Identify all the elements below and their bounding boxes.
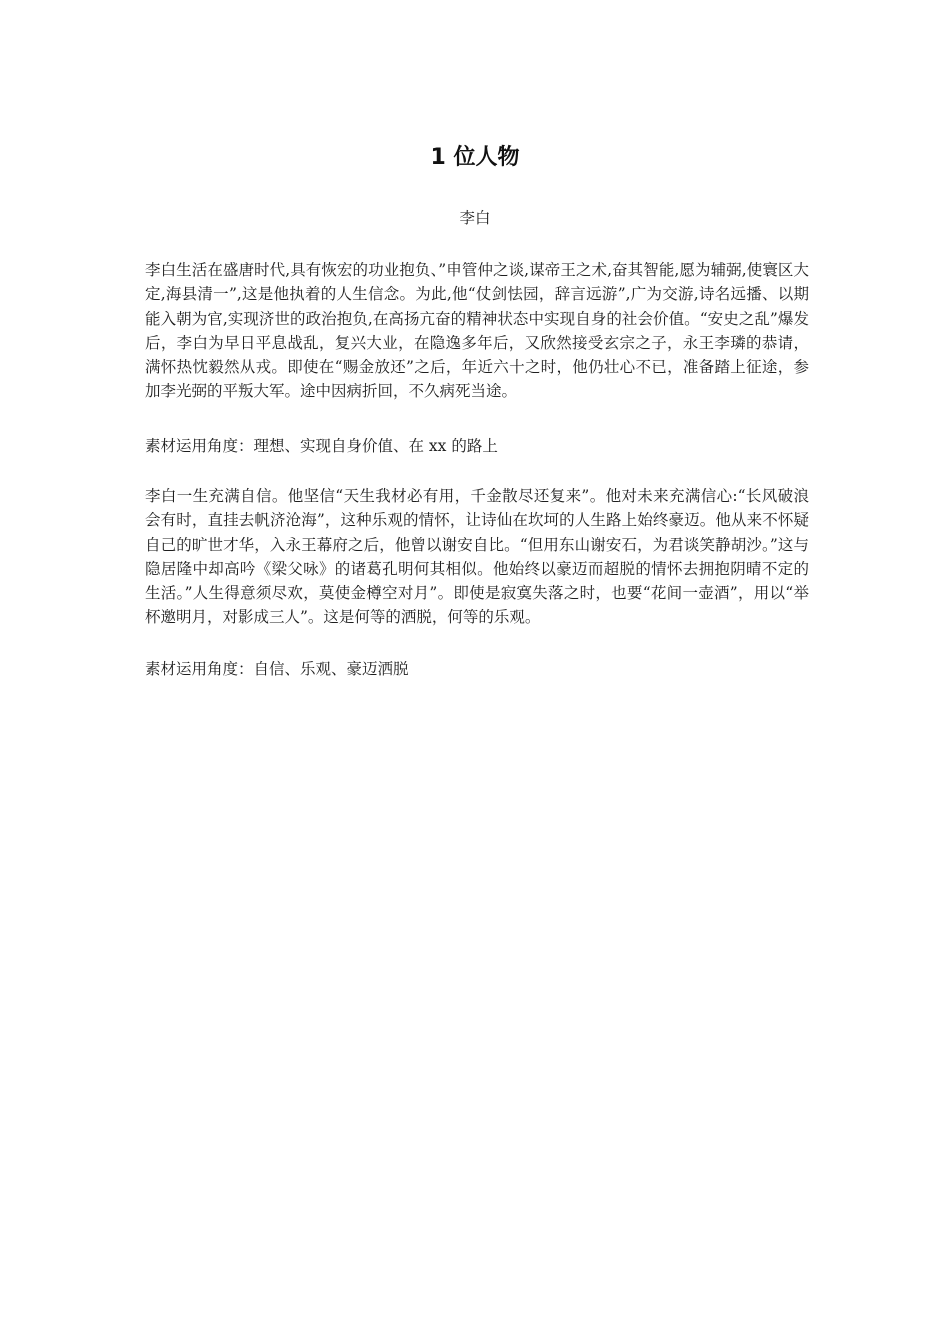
usage-angle-ambition xyxy=(145,434,809,458)
document-title: 1 位人物 xyxy=(430,145,520,170)
paragraph-confidence xyxy=(145,484,809,630)
paragraph-ambition xyxy=(145,258,809,404)
paragraph-text: 李白生活在盛唐时代,具有恢宏的功业抱负、”申管仲之谈,谋帝王之术,奋其智能,愿为辅弼,使寰区大定,海县清一”,这是他执着的人生信念。为此,他“仗剑怯园，辞言远游”,广为交游,诗名远播、以期能入朝为官,实现济世的政治抱负,在高扬亢奋的精神状态中实现自身的社会价值。“安史之乱”爆发后，李白为早日平息战乱，复兴大业，在隐逸多年后，又欣然接受玄宗之子，永王李璘的恭请，满怀热忱毅然从戎。即使在“赐金放还”之后，年近六十之时，他仍壮心不已，准备踏上征途，参加李光弼的平叛大军。途中因病折回，不久病死当途。 xyxy=(145,261,809,401)
usage-angle-text: 素材运用角度：理想、实现自身价值、在 xx 的路上 xyxy=(145,437,498,455)
document-subtitle: 李白 xyxy=(459,209,491,227)
usage-angle-text: 素材运用角度：自信、乐观、豪迈洒脱 xyxy=(145,660,409,678)
paragraph-text: 李白一生充满自信。他坚信“天生我材必有用，千金散尽还复来”。他对未来充满信心:“长风破浪会有时，直挂去帆济沧海”，这种乐观的情怀，让诗仙在坎坷的人生路上始终豪迈。他从来不怀疑自己的旷世才华，入永王幕府之后，他曾以谢安自比。“但用东山谢安石，为君谈笑静胡沙。”这与隐居隆中却高吟《梁父咏》的诸葛孔明何其相似。他始终以豪迈而超脱的情怀去拥抱阴晴不定的生活。”人生得意须尽欢，莫使金樽空对月”。即使是寂寞失落之时，也要“花间一壶酒”，用以“举杯邀明月，对影成三人”。这是何等的洒脱，何等的乐观。 xyxy=(145,487,809,627)
usage-angle-confidence xyxy=(145,657,809,681)
